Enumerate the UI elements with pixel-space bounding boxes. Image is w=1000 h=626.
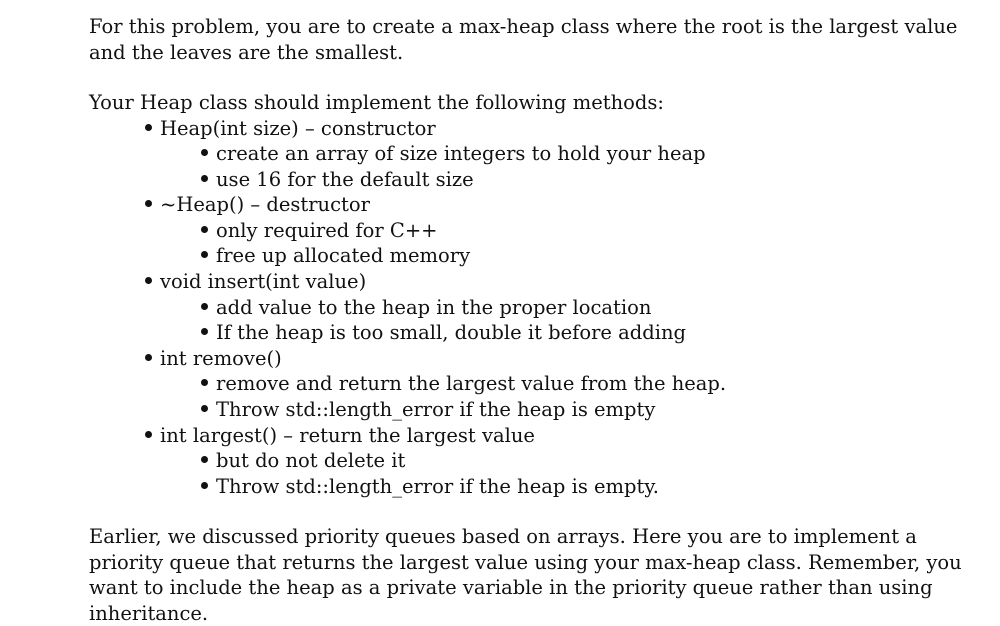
detail-item [145,243,989,269]
method-item [89,116,989,193]
detail-text: use 16 for the default size [216,167,474,191]
method-item [89,269,989,346]
bullet-icon [145,116,160,142]
method-details [145,141,989,192]
method-details [145,371,989,422]
bullet-icon [145,423,160,449]
detail-item [145,320,989,346]
detail-item [145,141,989,167]
detail-item [145,397,989,423]
method-details [145,448,989,499]
detail-item [145,448,989,474]
intro-paragraph: For this problem, you are to create a max-heap class where the root is the largest value and the leaves are the smallest. [89,15,958,64]
detail-text: free up allocated memory [216,244,471,268]
detail-item [145,474,989,500]
detail-text: remove and return the largest value from the heap. [216,372,727,396]
detail-item [145,167,989,193]
method-item [89,192,989,269]
methods-heading: Your Heap class should implement the following methods: [89,91,664,114]
method-label: void insert(int value) [160,270,367,294]
bullet-icon [201,371,216,397]
method-details [145,295,989,346]
bullet-icon [145,269,160,295]
bullet-icon [201,243,216,269]
bullet-icon [201,141,216,167]
bullet-icon [201,397,216,423]
bullet-icon [145,192,160,218]
detail-item [145,218,989,244]
detail-text: Throw std::length_error if the heap is empty. [216,474,659,498]
method-label: int remove() [160,346,282,370]
detail-text: Throw std::length_error if the heap is empty [216,398,656,422]
detail-text: If the heap is too small, double it before adding [216,321,687,345]
bullet-icon [201,448,216,474]
detail-item [145,295,989,321]
closing-paragraph: Earlier, we discussed priority queues based on arrays. Here you are to implement a priority queue that returns the largest value using your max-heap class. Remember, you want to include the heap as a private variable in the priority queue rather than using inheritance. [89,525,962,625]
method-label: ~Heap() – destructor [160,193,370,217]
method-label: Heap(int size) – constructor [160,116,436,140]
bullet-icon [145,346,160,372]
bullet-icon [201,320,216,346]
bullet-icon [201,295,216,321]
method-label: int largest() – return the largest value [160,423,535,447]
method-item [89,423,989,500]
bullet-icon [201,167,216,193]
bullet-icon [201,218,216,244]
detail-text: create an array of size integers to hold your heap [216,142,706,166]
detail-text: only required for C++ [216,218,438,242]
document-body [89,14,989,626]
detail-text: add value to the heap in the proper location [216,295,652,319]
bullet-icon [201,474,216,500]
method-details [145,218,989,269]
detail-item [145,371,989,397]
methods-list [89,116,989,500]
method-item [89,346,989,423]
detail-text: but do not delete it [216,449,406,473]
